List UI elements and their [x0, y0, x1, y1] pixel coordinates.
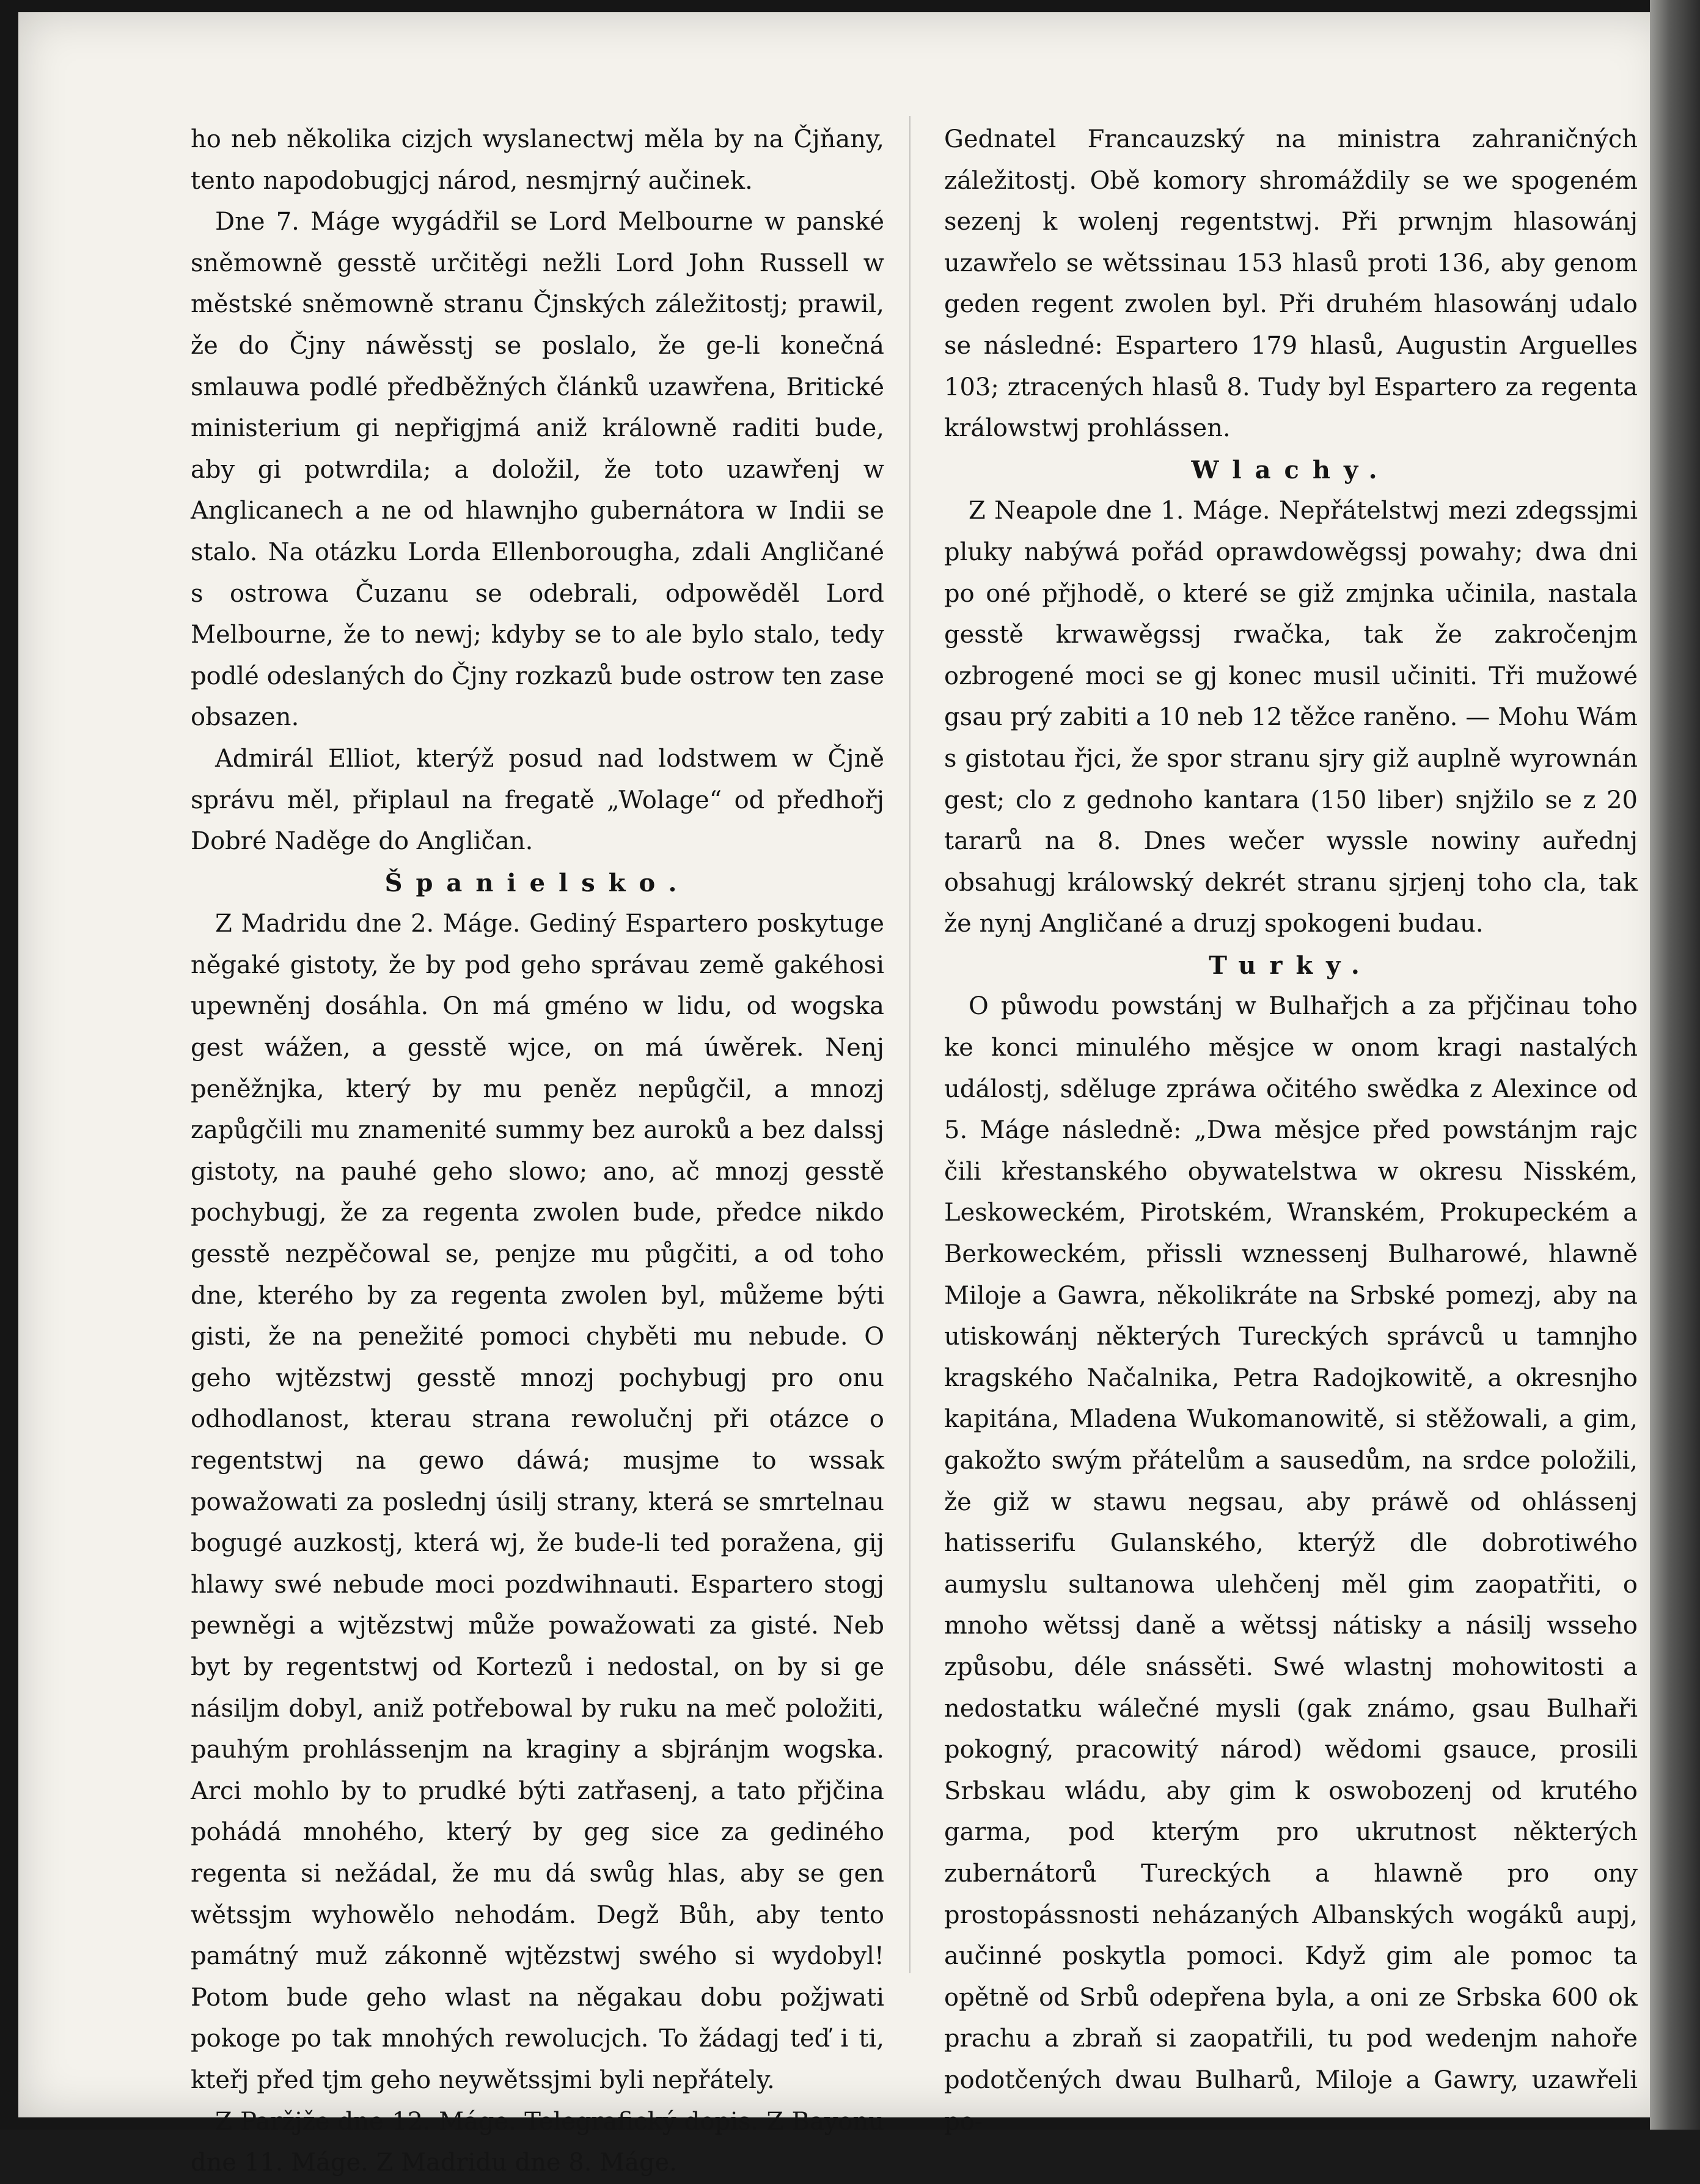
article-text: Z Neapole dne 1. Máge. Nepřátelstwj mezi zdegssjmi pluky nabýwá pořád oprawdowěgssj powahy; dwa dni po oné přjhodě, o které se giž zmjnka učinila, nastala gesstě krwawěgssj rwačka, tak že zakročenjm ozbrogené moci se gj konec musil učiniti. Tři mužowé gsau prý zabiti a 10 neb 12 těžce raněno. — Mohu Wám s gistotau řjci, že spor stranu sjry giž auplně wyrownán gest; clo z gednoho kantara (150 liber) snjžilo se z 20 tararů na 8. Dnes wečer wyssle nowiny auřednj obsahugj králowský dekrét stranu sjrjenj toho cla, tak že nynj Angličané a druzj spokogeni budau. — [944, 497, 1638, 938]
column-divider — [909, 116, 910, 1973]
page-edge-shadow — [1650, 0, 1700, 2130]
article-text: Z Paržjže dne 12. Máge. Telegrafický dopis. Z Bayonu dne 11. Máge. Z Madridu dne 8. Máge. — [191, 2107, 884, 2177]
section-heading: Španielsko. — [384, 868, 691, 897]
article-text: Admirál Elliot, kterýž posud nad lodstwem w Čjně správu měl, připlaul na fregatě „Wolage“ od předhořj Dobré Naděge do Angličan. — [191, 744, 884, 856]
article-text: Gednatel Francauzský na ministra zahraničných záležitostj. Obě komory shromáždily se we spogeném sezenj k wolenj regentstwj. Při prwnjm hlasowánj uzawřelo se wětssinau 153 hlasů proti 136, aby genom geden regent zwolen byl. Při druhém hlasowánj udalo se následné: Espartero 179 hlasů, Augustin Arguelles 103; ztracených hlasů 8. Tudy byl Espartero za regenta králowstwj prohlássen. — [944, 125, 1638, 443]
section-heading: Wlachy. — [1191, 455, 1391, 484]
left-column — [191, 119, 884, 2184]
right-column — [944, 119, 1638, 2142]
article-text: ho neb několika cizjch wyslanectwj měla by na Čjňany, tento napodobugjcj národ, nesmjrný aučinek. — [191, 125, 884, 195]
article-text: O půwodu powstánj w Bulhařjch a za přjčinau toho ke konci minulého měsjce w onom kragi nastalých událostj, sděluge zpráwa očitého swědka z Alexince od 5. Máge následně: „Dwa měsjce před powstánjm rajc čili křestanského obywatelstwa w okresu Nisském, Leskoweckém, Pirotském, Wranském, Prokupeckém a Berkoweckém, přissli wznessenj Bulharowé, hlawně Miloje a Gawra, několikráte na Srbské pomezj, aby na utiskowánj některých Tureckých správců u tamnjho kragského Načalnika, Petra Radojkowitě, a okresnjho kapitána, Mladena Wukomanowitě, si stěžowali, a gim, gakožto swým přátelům a sausedům, na srdce položili, že giž w stawu negsau, aby práwě od ohlássenj hatisserifu Gulanského, kterýž dle dobrotiwého aumyslu sultanowa ulehčenj měl gim zaopatřiti, o mnoho wětssj daně a wětssj nátisky a násilj wsseho způsobu, déle snássěti. Swé wlastnj mohowitosti a nedostatku wálečné mysli (gak známo, gsau Bulhaři pokogný, pracowitý národ) wědomi gsauce, prosili Srbskau wládu, aby gim k oswobozenj od krutého garma, pod kterým pro ukrutnost některých zubernátorů Tureckých a hlawně pro ony prostopássnosti neházaných Albanských wogáků aupj, aučinné poskytla pomoci. Když gim ale pomoc ta opětně od Srbů odepřena byla, a oni ze Srbska 600 ok prachu a zbraň si zaopatřili, tu pod wedenjm nahoře podotčených dwau Bulharů, Miloje a Gawry, uzawřeli po- — [944, 992, 1638, 2136]
section-heading: Turky. — [1209, 951, 1373, 980]
article-text: Dne 7. Máge wygádřil se Lord Melbourne w panské sněmowně gesstě určitěgi nežli Lord John Russell w městské sněmowně stranu Čjnských záležitostj; prawil, že do Čjny náwěsstj se poslalo, že ge-li konečná smlauwa podlé předběžných článků uzawřena, Britické ministerium gi nepřigjmá aniž králowně raditi bude, aby gi potwrdila; a doložil, že toto uzawřenj w Anglicanech a ne od hlawnjho gubernátora w Indii se stalo. Na otázku Lorda Ellenborougha, zdali Angličané s ostrowa Čuzanu se odebrali, odpowěděl Lord Melbourne, že to newj; kdyby se to ale bylo stalo, tedy podlé odeslaných do Čjny rozkazů bude ostrow ten zase obsazen. — [191, 208, 884, 732]
article-text: Z Madridu dne 2. Máge. Gediný Espartero poskytuge něgaké gistoty, že by pod geho správau země gakéhosi upewněnj dosáhla. On má gméno w lidu, od wogska gest wážen, a gesstě wjce, on má úwěrek. Nenj peněžnjka, který by mu peněz nepůgčil, a mnozj zapůgčili mu znamenité summy bez auroků a bez dalssj gistoty, na pauhé geho slowo; ano, ač mnozj gesstě pochybugj, že za regenta zwolen bude, předce nikdo gesstě nezpěčowal se, penjze mu půgčiti, a od toho dne, kterého by za regenta zwolen byl, můžeme býti gisti, že na penežité pomoci chyběti mu nebude. O geho wjtězstwj gesstě mnozj pochybugj pro onu odhodlanost, kterau strana rewolučnj při otázce o regentstwj na gewo dáwá; musjme to wssak powažowati za poslednj úsilj strany, která se smrtelnau bogugé auzkostj, která wj, že bude-li ted poražena, gij hlawy swé nebude moci pozdwihnauti. Espartero stogj pewněgi a wjtězstwj může powažowati za gisté. Neb byt by regentstwj od Kortezů i nedostal, on by si ge násiljm dobyl, aniž potřebowal by ruku na meč položiti, pauhým prohlássenjm na kraginy a sbjránjm wogska. Arci mohlo by to prudké býti zatřasenj, a tato přjčina pohádá mnohého, který by geg sice za gediného regenta si nežádal, že mu dá swůg hlas, aby se gen wětssjm wyhowělo nehodám. Degž Bůh, aby tento památný muž zákonně wjtězstwj swého si wydobyl! Potom bude geho wlast na něgakau dobu požjwati pokoge po tak mnohých rewolucjch. To žádagj teď i ti, kteřj před tjm geho neywětssjmi byli nepřátely. — [191, 910, 884, 2094]
